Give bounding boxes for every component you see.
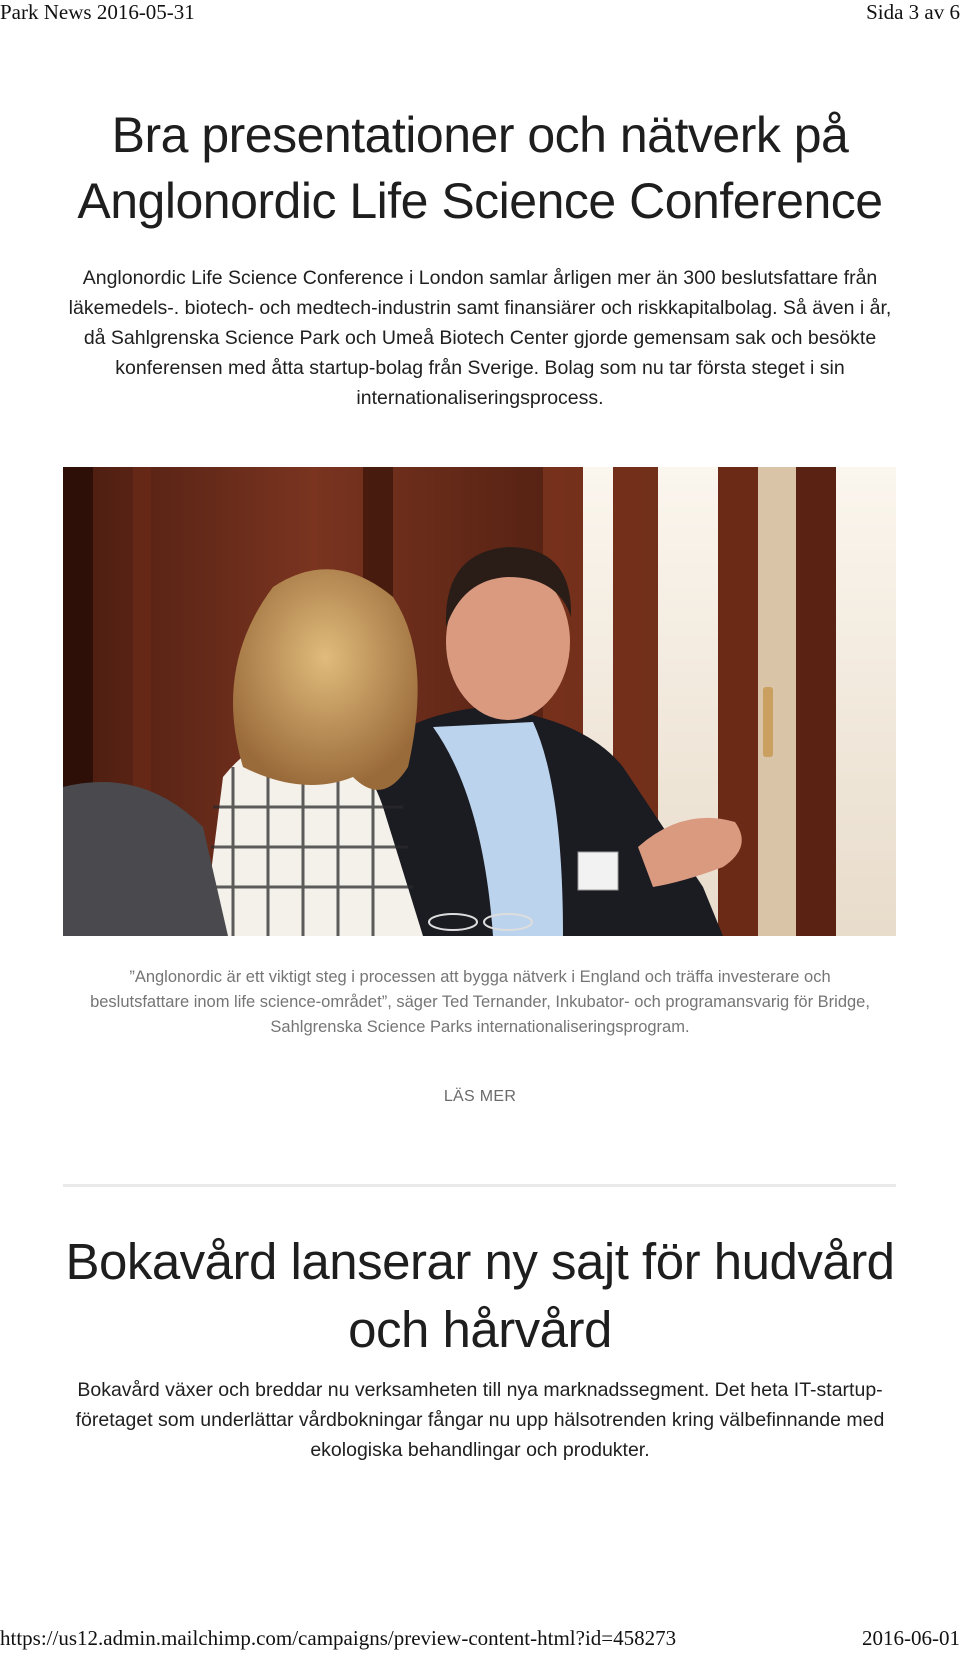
print-header: [0, 0, 960, 30]
photo-caption: ”Anglonordic är ett viktigt steg i processen att bygga nätverk i England och träffa investerare och beslutsfattare inom life science-området”, säger Ted Ternander, Inkubator- och programansvarig för Bridge, Sahlgrenska Science Parks internationaliseringsprogram.: [90, 968, 870, 1036]
article-photo: [63, 467, 896, 936]
print-footer: [0, 1626, 960, 1656]
print-footer-date: 2016-06-01: [862, 1626, 960, 1650]
print-header-title: Park News 2016-05-31: [0, 0, 195, 24]
conference-photo-illustration: [63, 467, 896, 936]
print-header-page-number: Sida 3 av 6: [866, 0, 960, 24]
print-footer-url: https://us12.admin.mailchimp.com/campaigns/preview-content-html?id=458273: [0, 1626, 677, 1650]
article-title: Bra presentationer och nätverk på Anglonordic Life Science Conference: [77, 107, 883, 229]
article-lede: Anglonordic Life Science Conference i London samlar årligen mer än 300 beslutsfattare från läkemedels-. biotech- och medtech-industrin samt finansiärer och riskkapitalbolag. Så även i år, då Sahlgrenska Science Park och Umeå Biotech Center gjorde gemensam sak och besökte konferensen med åtta startup-bolag från Sverige. Bolag som nu tar första steget i sin internationaliseringsprocess.: [68, 267, 892, 409]
section-divider: [63, 1184, 896, 1187]
article-title: Bokavård lanserar ny sajt för hudvård och hårvård: [65, 1233, 895, 1358]
read-more-link[interactable]: LÄS MER: [443, 1088, 517, 1105]
article-lede: Bokavård växer och breddar nu verksamheten till nya marknadssegment. Det heta IT-startup-företaget som underlättar vårdbokningar fångar nu upp hälsotrenden kring välbefinnande med ekologiska behandlingar och produkter.: [75, 1379, 885, 1461]
